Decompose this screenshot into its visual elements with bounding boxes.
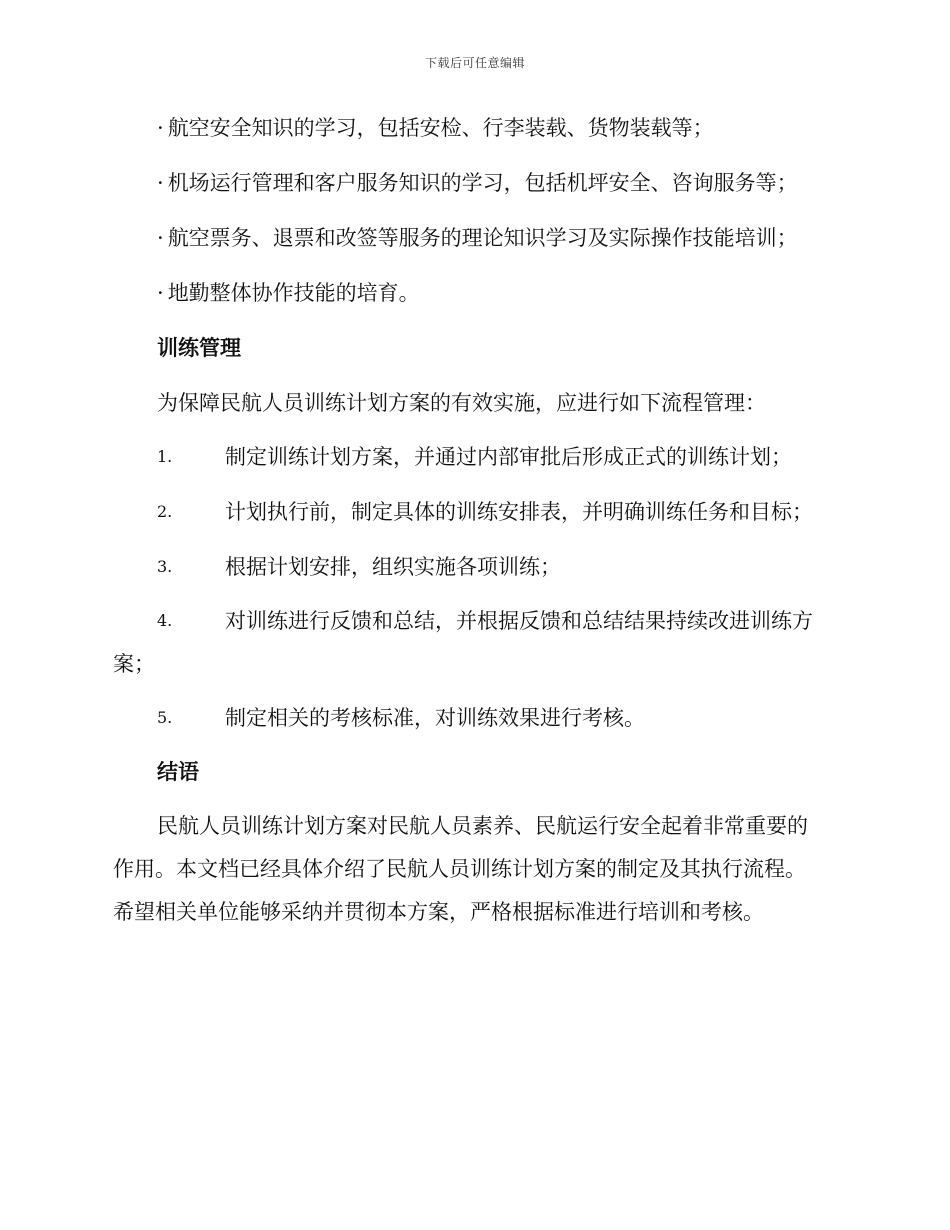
bullet-dot: · [157, 226, 164, 250]
bullet-text: 机场运行管理和客户服务知识的学习，包括机坪安全、咨询服务等； [167, 171, 798, 195]
bullet-dot: · [157, 116, 164, 140]
bullet-item [157, 113, 714, 143]
bullet-item [157, 168, 798, 198]
section-heading-conclusion: 结语 [157, 759, 199, 784]
step-text: 计划执行前，制定具体的训练安排表，并明确训练任务和目标； [225, 500, 813, 524]
paragraph-line: 民航人员训练计划方案对民航人员素养、民航运行安全起着非常重要的 [157, 814, 808, 838]
header-note: 下载后可任意编辑 [424, 56, 525, 70]
bullet-item [157, 223, 798, 253]
step-number: 4. [157, 611, 173, 630]
training-intro: 为保障民航人员训练计划方案的有效实施，应进行如下流程管理： [157, 391, 766, 415]
step-text: 制定训练计划方案，并通过内部审批后形成正式的训练计划； [225, 445, 792, 469]
conclusion-paragraph [113, 805, 843, 934]
bullet-item [157, 278, 420, 308]
bullet-dot: · [157, 171, 164, 195]
step-number: 3. [157, 557, 173, 576]
bullet-dot: · [157, 281, 164, 305]
step-number: 1. [157, 447, 173, 466]
paragraph-line: 作用。本文档已经具体介绍了民航人员训练计划方案的制定及其执行流程。 [113, 857, 806, 881]
step-number: 5. [157, 708, 173, 727]
bullet-text: 航空票务、退票和改签等服务的理论知识学习及实际操作技能培训； [167, 226, 798, 250]
section-heading-training-management: 训练管理 [157, 335, 241, 360]
bullet-text: 航空安全知识的学习，包括安检、行李装载、货物装载等； [167, 116, 714, 140]
paragraph-line: 希望相关单位能够采纳并贯彻本方案，严格根据标准进行培训和考核。 [113, 900, 764, 924]
step-text: 制定相关的考核标准，对训练效果进行考核。 [225, 706, 645, 730]
bullet-text: 地勤整体协作技能的培育。 [167, 281, 420, 305]
step-number: 2. [157, 502, 173, 521]
step-text: 根据计划安排，组织实施各项训练； [225, 555, 561, 579]
step-text: 对训练进行反馈和总结，并根据反馈和总结结果持续改进训练方 [225, 609, 813, 633]
step-text-continuation: 案； [113, 652, 155, 676]
